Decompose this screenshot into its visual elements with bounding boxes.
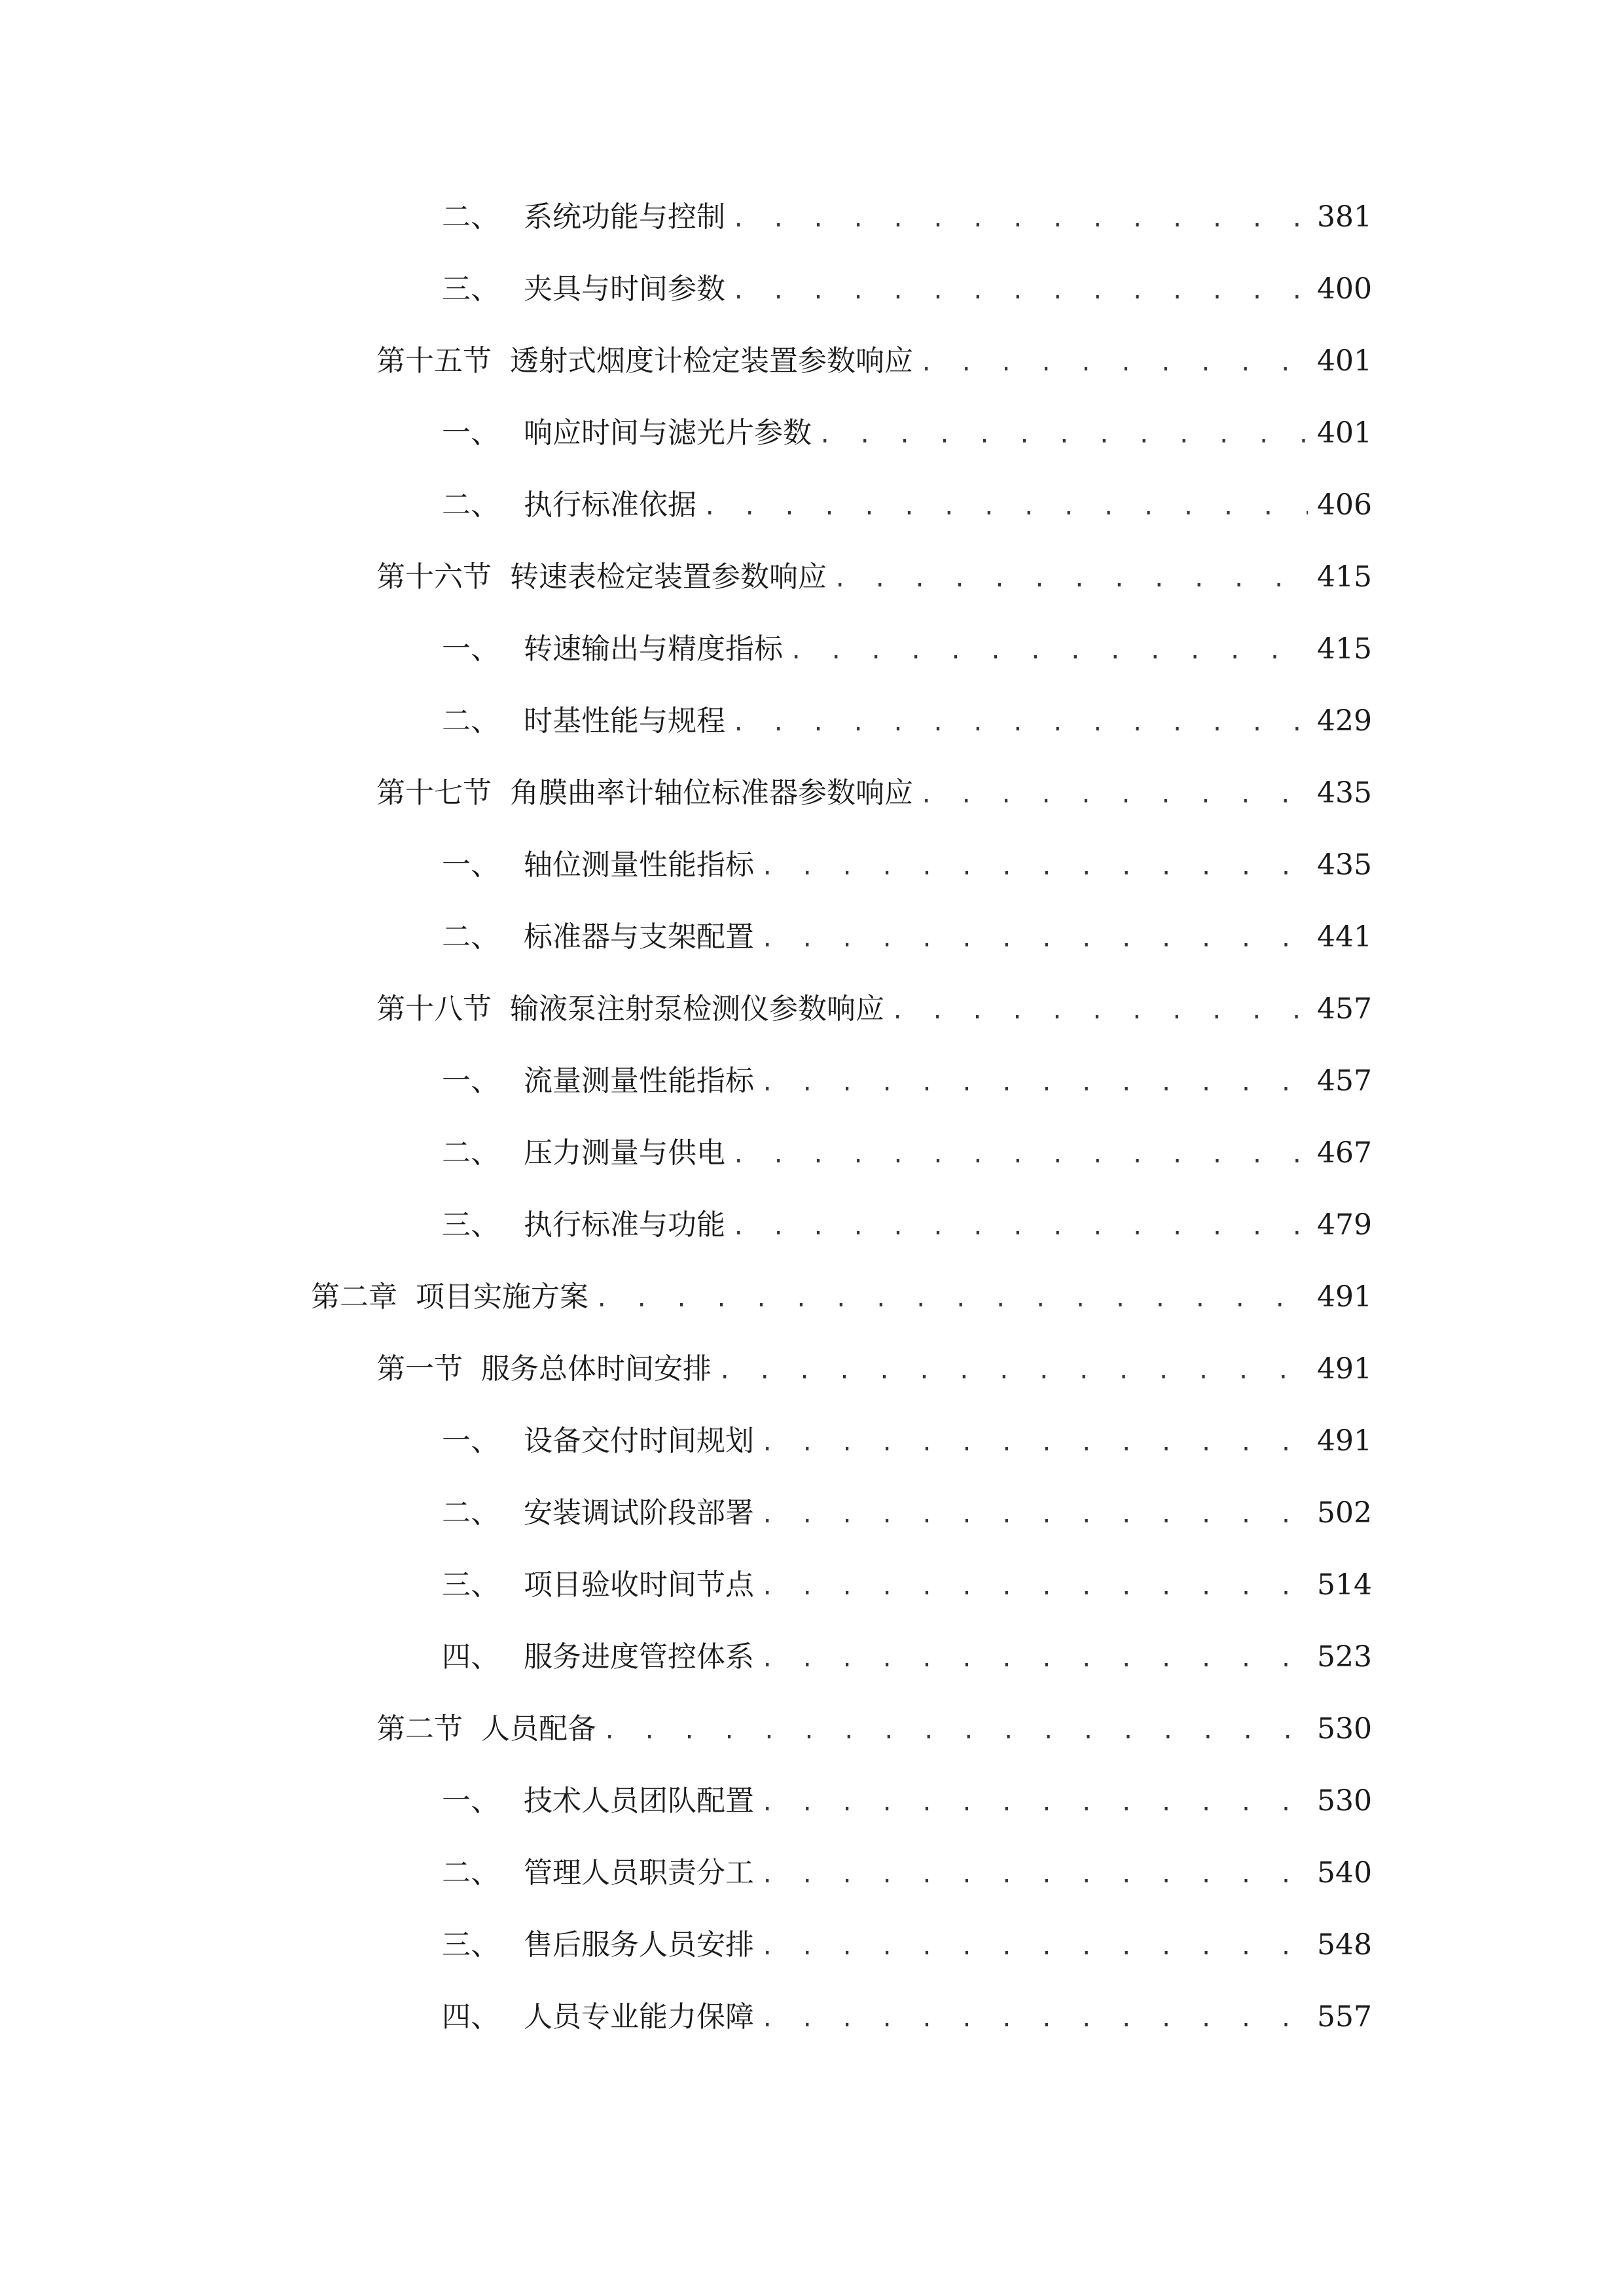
entry-page-number: 530 xyxy=(1317,1712,1372,1746)
entry-number: 二、 xyxy=(442,488,499,522)
toc-entry[interactable] xyxy=(442,626,1372,672)
toc-entry[interactable] xyxy=(311,1274,1372,1320)
dot-leader xyxy=(732,1204,1308,1250)
entry-number: 第十五节 xyxy=(376,344,492,378)
entry-title: 技术人员团队配置 xyxy=(524,1784,754,1818)
dot-leader xyxy=(833,556,1308,602)
entry-page-number: 491 xyxy=(1317,1352,1372,1386)
dot-leader xyxy=(732,268,1308,314)
toc-entry[interactable] xyxy=(376,554,1372,600)
entry-title: 响应时间与滤光片参数 xyxy=(524,416,812,450)
toc-entry[interactable] xyxy=(376,1706,1372,1752)
entry-page-number: 557 xyxy=(1317,2000,1372,2034)
toc-entry[interactable] xyxy=(442,410,1372,456)
entry-page-number: 400 xyxy=(1317,272,1372,306)
entry-number: 二、 xyxy=(442,1496,499,1530)
toc-entry[interactable] xyxy=(442,1562,1372,1608)
dot-leader xyxy=(761,1564,1308,1610)
entry-number: 二、 xyxy=(442,1136,499,1170)
dot-leader xyxy=(761,1780,1308,1826)
dot-leader xyxy=(703,484,1308,530)
entry-number: 一、 xyxy=(442,632,499,666)
entry-title: 系统功能与控制 xyxy=(524,200,725,234)
entry-title: 服务进度管控体系 xyxy=(524,1640,754,1674)
entry-number: 第十七节 xyxy=(376,776,492,810)
entry-page-number: 479 xyxy=(1317,1208,1372,1242)
dot-leader xyxy=(761,1924,1308,1970)
dot-leader xyxy=(732,700,1308,746)
entry-number: 第二节 xyxy=(376,1712,463,1746)
toc-entry[interactable] xyxy=(442,914,1372,960)
entry-title: 压力测量与供电 xyxy=(524,1136,725,1170)
dot-leader xyxy=(761,844,1308,890)
entry-number: 第十六节 xyxy=(376,560,492,594)
entry-title: 人员配备 xyxy=(481,1712,596,1746)
entry-page-number: 429 xyxy=(1317,704,1372,738)
entry-title: 透射式烟度计检定装置参数响应 xyxy=(510,344,913,378)
toc-entry[interactable] xyxy=(442,1778,1372,1824)
toc-entry[interactable] xyxy=(376,338,1372,384)
entry-number: 第一节 xyxy=(376,1352,463,1386)
entry-title: 管理人员职责分工 xyxy=(524,1856,754,1890)
dot-leader xyxy=(761,916,1308,962)
entry-number: 四、 xyxy=(442,1640,499,1674)
entry-page-number: 441 xyxy=(1317,920,1372,954)
entry-title: 转速输出与精度指标 xyxy=(524,632,783,666)
toc-entry[interactable] xyxy=(442,482,1372,528)
dot-leader xyxy=(789,628,1308,674)
entry-title: 角膜曲率计轴位标准器参数响应 xyxy=(510,776,913,810)
toc-entry[interactable] xyxy=(442,1130,1372,1176)
entry-page-number: 415 xyxy=(1317,632,1372,666)
dot-leader xyxy=(761,1636,1308,1682)
dot-leader xyxy=(761,1492,1308,1538)
entry-page-number: 548 xyxy=(1317,1928,1372,1962)
dot-leader xyxy=(732,1132,1308,1178)
entry-title: 项目验收时间节点 xyxy=(524,1568,754,1602)
entry-page-number: 457 xyxy=(1317,992,1372,1026)
toc-entry[interactable] xyxy=(442,1850,1372,1896)
entry-title: 流量测量性能指标 xyxy=(524,1064,754,1098)
entry-page-number: 491 xyxy=(1317,1280,1372,1314)
entry-title: 项目实施方案 xyxy=(416,1280,588,1314)
entry-number: 三、 xyxy=(442,1208,499,1242)
entry-page-number: 491 xyxy=(1317,1424,1372,1458)
dot-leader xyxy=(761,1060,1308,1106)
entry-number: 一、 xyxy=(442,1424,499,1458)
entry-number: 一、 xyxy=(442,1784,499,1818)
entry-page-number: 514 xyxy=(1317,1568,1372,1602)
dot-leader xyxy=(595,1276,1308,1322)
entry-page-number: 401 xyxy=(1317,344,1372,378)
dot-leader xyxy=(920,340,1308,386)
entry-page-number: 457 xyxy=(1317,1064,1372,1098)
toc-entry[interactable] xyxy=(376,770,1372,816)
entry-title: 输液泵注射泵检测仪参数响应 xyxy=(510,992,884,1026)
entry-page-number: 540 xyxy=(1317,1856,1372,1890)
entry-title: 执行标准与功能 xyxy=(524,1208,725,1242)
entry-page-number: 530 xyxy=(1317,1784,1372,1818)
toc-entry[interactable] xyxy=(376,1346,1372,1392)
entry-title: 人员专业能力保障 xyxy=(524,2000,754,2034)
entry-page-number: 523 xyxy=(1317,1640,1372,1674)
entry-number: 第十八节 xyxy=(376,992,492,1026)
toc-entry[interactable] xyxy=(442,1418,1372,1464)
entry-number: 二、 xyxy=(442,920,499,954)
entry-number: 一、 xyxy=(442,848,499,882)
dot-leader xyxy=(603,1708,1308,1754)
toc-entry[interactable] xyxy=(442,1202,1372,1248)
entry-number: 二、 xyxy=(442,200,499,234)
entry-page-number: 415 xyxy=(1317,560,1372,594)
toc-entry[interactable] xyxy=(442,1634,1372,1680)
entry-number: 三、 xyxy=(442,1928,499,1962)
entry-page-number: 467 xyxy=(1317,1136,1372,1170)
entry-number: 二、 xyxy=(442,704,499,738)
entry-title: 标准器与支架配置 xyxy=(524,920,754,954)
entry-number: 第二章 xyxy=(311,1280,397,1314)
entry-title: 夹具与时间参数 xyxy=(524,272,725,306)
dot-leader xyxy=(732,196,1308,242)
entry-title: 轴位测量性能指标 xyxy=(524,848,754,882)
entry-page-number: 435 xyxy=(1317,776,1372,810)
entry-title: 服务总体时间安排 xyxy=(481,1352,712,1386)
entry-page-number: 406 xyxy=(1317,488,1372,522)
entry-page-number: 381 xyxy=(1317,200,1372,234)
entry-title: 执行标准依据 xyxy=(524,488,696,522)
entry-title: 转速表检定装置参数响应 xyxy=(510,560,827,594)
entry-title: 安装调试阶段部署 xyxy=(524,1496,754,1530)
toc-entry[interactable] xyxy=(442,266,1372,312)
toc-entry[interactable] xyxy=(442,842,1372,888)
entry-page-number: 502 xyxy=(1317,1496,1372,1530)
entry-number: 一、 xyxy=(442,416,499,450)
dot-leader xyxy=(920,772,1308,818)
entry-page-number: 401 xyxy=(1317,416,1372,450)
entry-number: 一、 xyxy=(442,1064,499,1098)
toc-entry[interactable] xyxy=(376,986,1372,1032)
dot-leader xyxy=(891,988,1308,1034)
entry-page-number: 435 xyxy=(1317,848,1372,882)
entry-number: 二、 xyxy=(442,1856,499,1890)
entry-title: 设备交付时间规划 xyxy=(524,1424,754,1458)
toc-entry[interactable] xyxy=(442,1490,1372,1536)
toc-entry[interactable] xyxy=(442,1994,1372,2040)
dot-leader xyxy=(818,412,1308,458)
toc-entry[interactable] xyxy=(442,1058,1372,1104)
entry-number: 三、 xyxy=(442,272,499,306)
dot-leader xyxy=(761,1996,1308,2042)
entry-number: 三、 xyxy=(442,1568,499,1602)
dot-leader xyxy=(761,1852,1308,1898)
dot-leader xyxy=(718,1348,1308,1394)
toc-entry[interactable] xyxy=(442,194,1372,240)
dot-leader xyxy=(761,1420,1308,1466)
toc-entry[interactable] xyxy=(442,698,1372,744)
entry-title: 时基性能与规程 xyxy=(524,704,725,738)
entry-number: 四、 xyxy=(442,2000,499,2034)
toc-entry[interactable] xyxy=(442,1922,1372,1968)
entry-title: 售后服务人员安排 xyxy=(524,1928,754,1962)
